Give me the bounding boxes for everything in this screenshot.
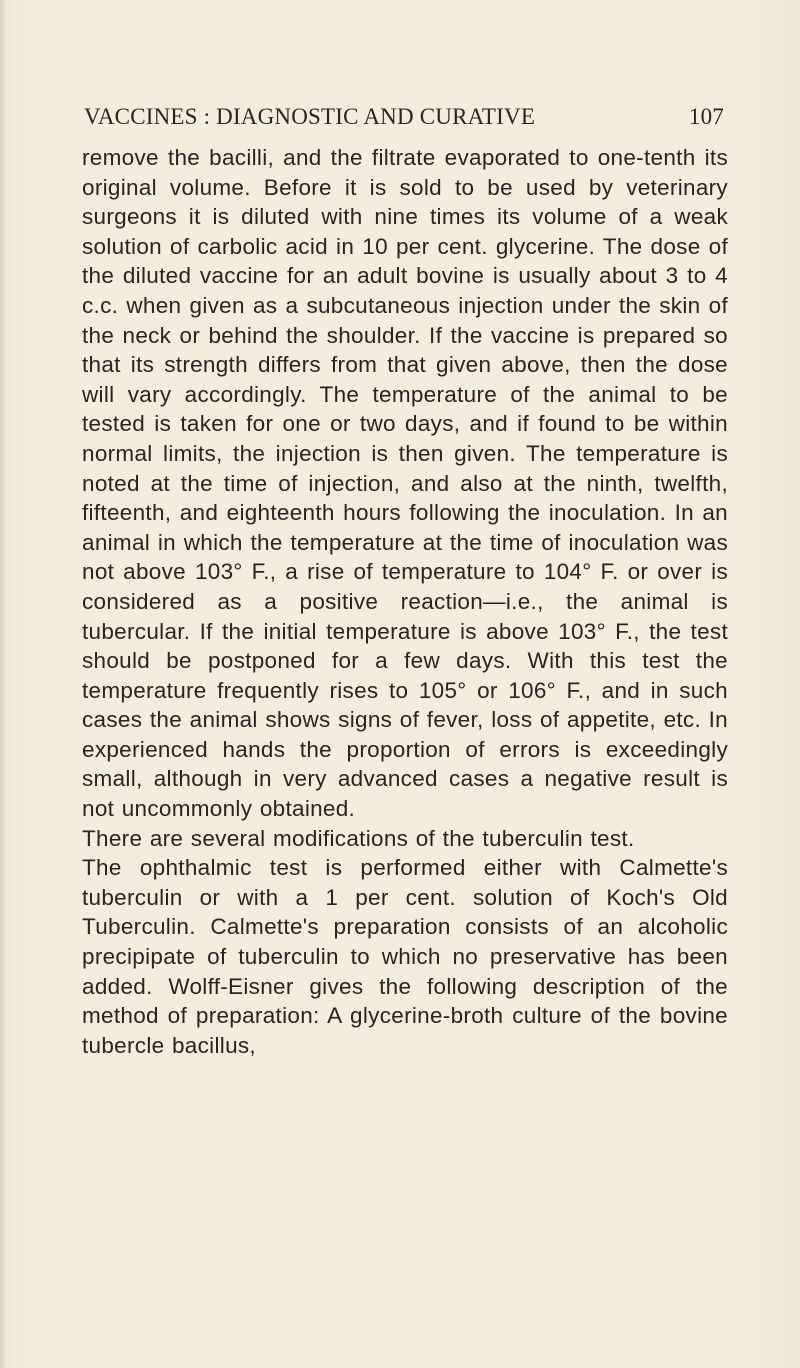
running-title: VACCINES : DIAGNOSTIC AND CURATIVE [84,104,536,129]
paragraph-2: There are several modifications of the tuberculin test. [82,825,635,851]
paragraph-3: The ophthalmic test is performed either with Calmette's tuberculin or with a 1 per cent. solution of Koch's Old Tuberculin. Calmette's preparation consists of an alcoholic precipipate of tuberculin to which no preservative has been added. Wolff-Eisner gives the following description of the method of preparation: A glycerine-broth culture of the bovine tubercle bacillus, [82,855,728,1058]
page-number: 107 [688,104,724,129]
running-header [84,104,724,140]
page-edge [0,0,6,1368]
paragraph-1: remove the bacilli, and the filtrate evaporated to one-tenth its original volume. Before it is sold to be used by veterinary surgeons it is diluted with nine times its volume of a weak solution of carbolic acid in 10 per cent. glycerine. The dose of the diluted vaccine for an adult bovine is usually about 3 to 4 c.c. when given as a subcutaneous injection under the skin of the neck or behind the shoulder. If the vaccine is prepared so that its strength differs from that given above, then the dose will vary accordingly. The temperature of the animal to be tested is taken for one or two days, and if found to be within normal limits, the injection is then given. The temperature is noted at the time of injection, and also at the ninth, twelfth, fifteenth, and eighteenth hours following the inoculation. In an animal in which the temperature at the time of inoculation was not above 103° F., a rise of temperature to 104° F. or over is considered as a positive reaction—i.e., the animal is tubercular. If the initial temperature is above 103° F., the test should be postponed for a few days. With this test the temperature frequently rises to 105° or 106° F., and in such cases the animal shows signs of fever, loss of appetite, etc. In experienced hands the proportion of errors is exceedingly small, although in very advanced cases a negative result is not uncommonly obtained. [82,145,728,822]
body-text [82,143,728,1060]
